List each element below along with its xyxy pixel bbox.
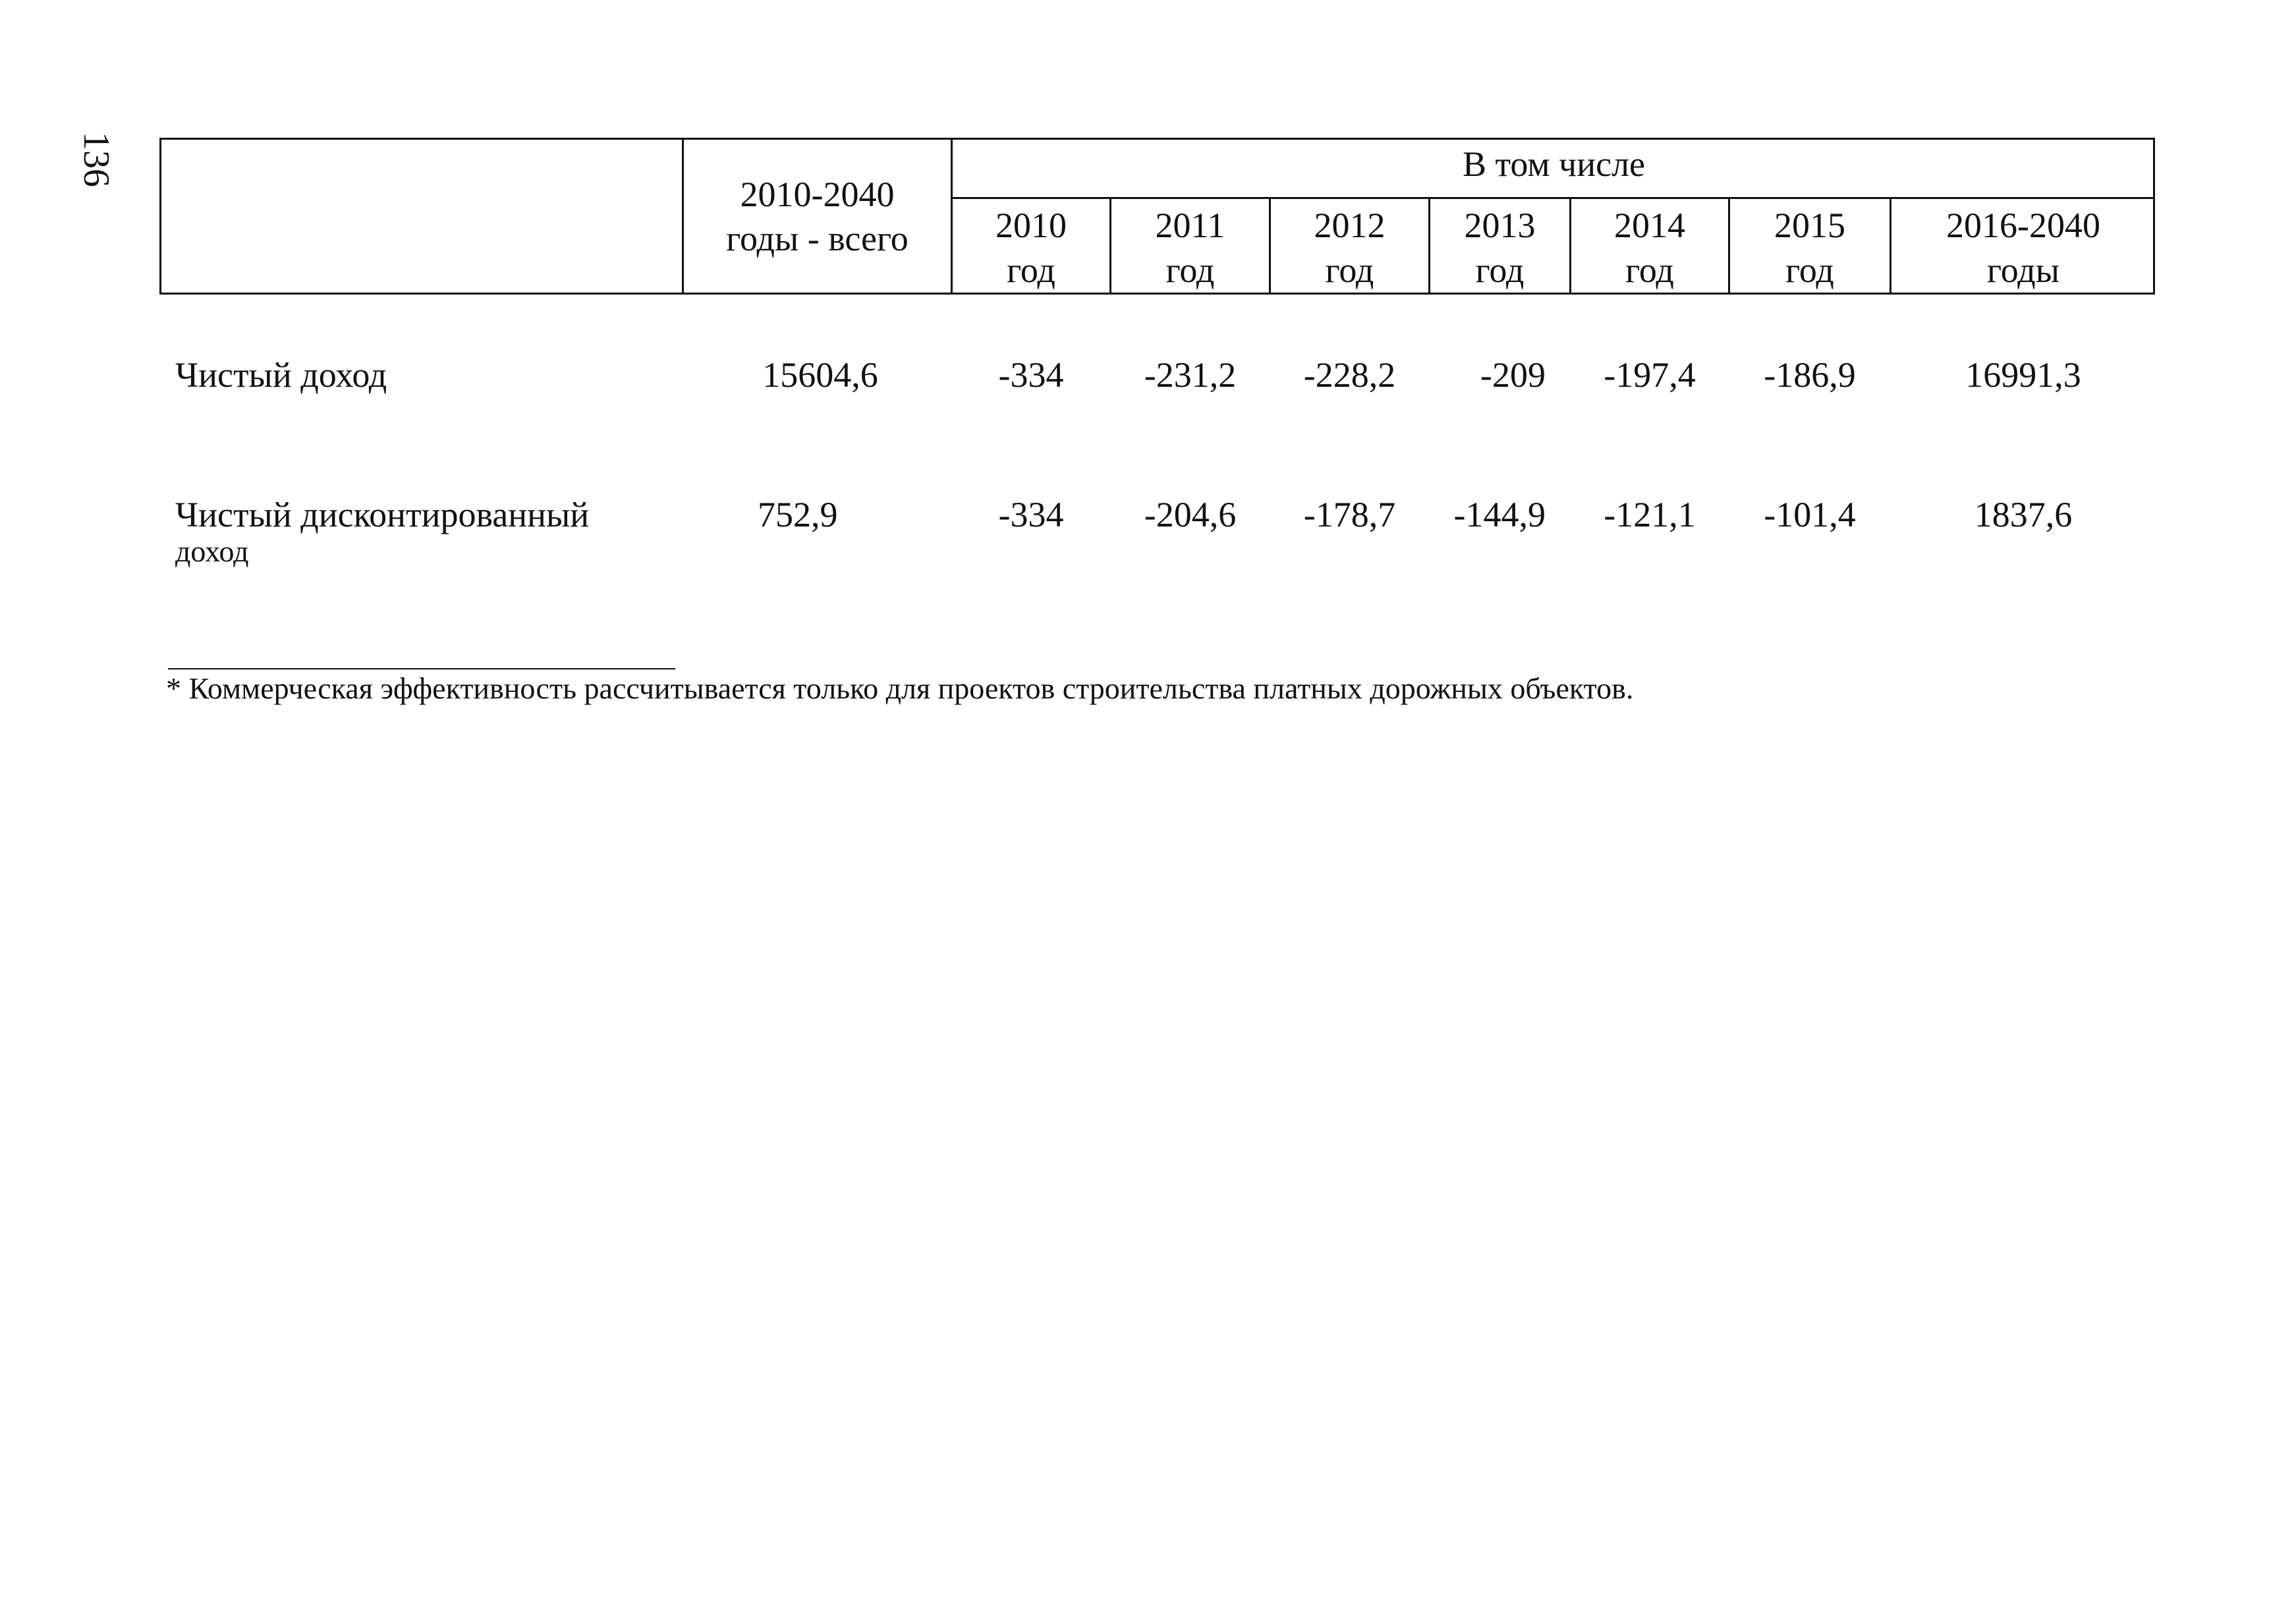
row-label: Чистый дисконтированный (175, 495, 590, 534)
row-label-continuation: доход (175, 534, 249, 568)
col-divider (682, 138, 684, 295)
row-value: -144,9 (1453, 495, 1546, 534)
row-value: -101,4 (1764, 495, 1856, 534)
row-total: 15604,6 (762, 355, 878, 395)
header-year: 2013 (1464, 206, 1536, 245)
footnote: * Коммерческая эффективность рассчитывается только для проектов строительства платных дорожных объектов. (166, 671, 1634, 705)
header-year-unit: годы (1986, 250, 2059, 290)
header-year-unit: год (1625, 250, 1674, 290)
header-total-line2: годы - всего (726, 219, 909, 258)
row-label: Чистый доход (175, 355, 387, 395)
header-group-label: В том числе (1463, 144, 1645, 184)
header-year: 2015 (1774, 206, 1845, 245)
header-year-unit: год (1007, 250, 1055, 290)
header-year: 2014 (1614, 206, 1685, 245)
row-value: -204,6 (1144, 495, 1237, 534)
header-year-unit: год (1785, 250, 1834, 290)
row-value: -231,2 (1144, 355, 1237, 395)
row-value: -178,7 (1303, 495, 1396, 534)
footnote-rule (168, 668, 675, 669)
row-value: -197,4 (1604, 355, 1696, 395)
row-value: -121,1 (1604, 495, 1696, 534)
header-year: 2016-2040 (1946, 206, 2100, 245)
row-value: 16991,3 (1965, 355, 2081, 395)
header-year: 2011 (1155, 206, 1225, 245)
row-value: -209 (1480, 355, 1546, 395)
header-year-unit: год (1475, 250, 1525, 290)
row-total: 752,9 (758, 495, 838, 534)
row-value: -334 (998, 355, 1064, 395)
row-value: -228,2 (1303, 355, 1396, 395)
row-value: -334 (998, 495, 1064, 534)
row-value: -186,9 (1764, 355, 1856, 395)
header-year-unit: год (1165, 250, 1215, 290)
header-total-line1: 2010-2040 (740, 175, 895, 214)
row-value: 1837,6 (1974, 495, 2073, 534)
header-year: 2010 (995, 206, 1067, 245)
header-divider (951, 197, 2155, 199)
page-number: 136 (76, 132, 117, 187)
header-year-unit: год (1325, 250, 1374, 290)
header-year: 2012 (1314, 206, 1386, 245)
